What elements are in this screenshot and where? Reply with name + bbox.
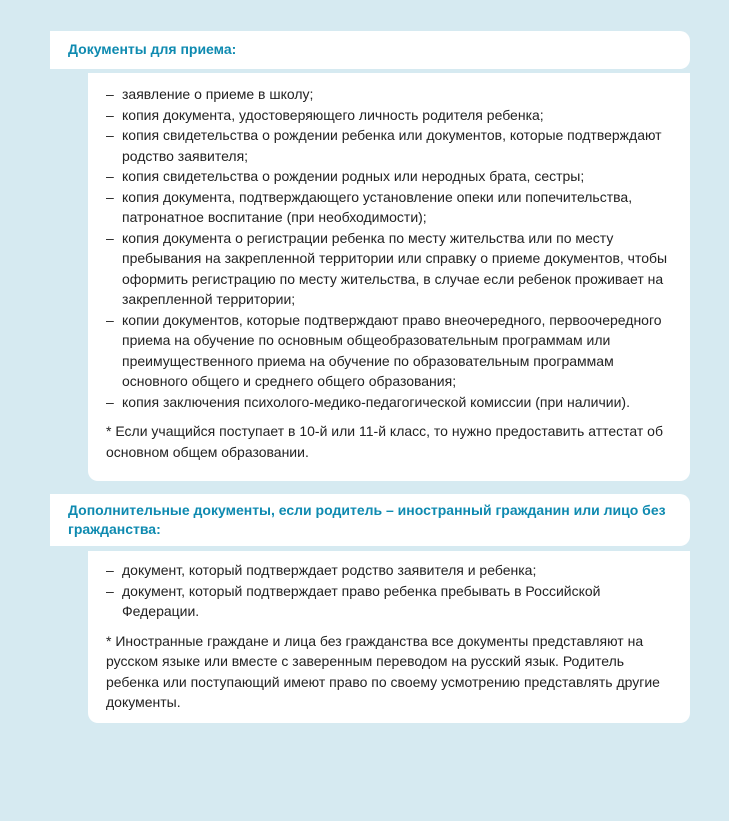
dash-bullet: –: [106, 86, 114, 102]
dash-bullet: –: [106, 311, 114, 328]
dash-bullet: –: [106, 106, 114, 123]
section-2-header: [50, 494, 690, 546]
section-1-header: [50, 31, 690, 69]
list-item: – копия свидетельства о рождении ребенка или документов, которые подтверждают родство заявителя;: [106, 127, 662, 164]
dash-bullet: –: [106, 582, 114, 599]
section-1-note: * Если учащийся поступает в 10-й или 11-й класс, то нужно предоставить аттестат об основном общем образовании.: [106, 423, 663, 460]
list-item: – копия заключения психолого-медико-педагогической комиссии (при наличии).: [106, 392, 672, 413]
list-item: – копии документов, которые подтверждают право внеочередного, первоочередного приема на обучение по основным общеобразовательным программам или преимущественного приема на обучение по образовательным программам основного общего и среднего общего образования;: [106, 311, 662, 389]
section-1-list: [106, 84, 672, 412]
section-2-list: [106, 560, 672, 622]
dash-bullet: –: [106, 188, 114, 205]
list-item: – копия документа, подтверждающего установление опеки или попечительства, патронатное воспитание (при необходимости);: [106, 188, 633, 225]
section-2-content: [88, 551, 690, 723]
list-item: – копия документа, удостоверяющего личность родителя ребенка;: [106, 105, 672, 126]
section-1-content: [88, 73, 690, 481]
list-item: – заявление о приеме в школу;: [106, 84, 672, 105]
dash-bullet: –: [106, 562, 114, 578]
dash-bullet: –: [106, 393, 114, 410]
list-item: – документ, который подтверждает право ребенка пребывать в Российской Федерации.: [106, 582, 601, 619]
section-2-note: * Иностранные граждане и лица без гражданства все документы представляют на русском языке или вместе с заверенным переводом на русский язык. Родитель ребенка или поступающий имеют право по своему усмотрению представлять другие документы.: [106, 632, 660, 710]
list-item: – документ, который подтверждает родство заявителя и ребенка;: [106, 560, 672, 581]
dash-bullet: –: [106, 168, 114, 184]
section-1-title: Документы для приема:: [68, 41, 237, 57]
section-2-title: Дополнительные документы, если родитель – иностранный гражданин или лицо без гражданства:: [68, 502, 666, 537]
list-item: – копия свидетельства о рождении родных или неродных брата, сестры;: [106, 166, 672, 187]
list-item: – копия документа о регистрации ребенка по месту жительства или по месту пребывания на закрепленной территории или справку о приеме документов, чтобы оформить регистрацию по месту жительства, в случае если ребенок проживает на закрепленной территории;: [106, 229, 668, 307]
dash-bullet: –: [106, 127, 114, 143]
dash-bullet: –: [106, 229, 114, 246]
